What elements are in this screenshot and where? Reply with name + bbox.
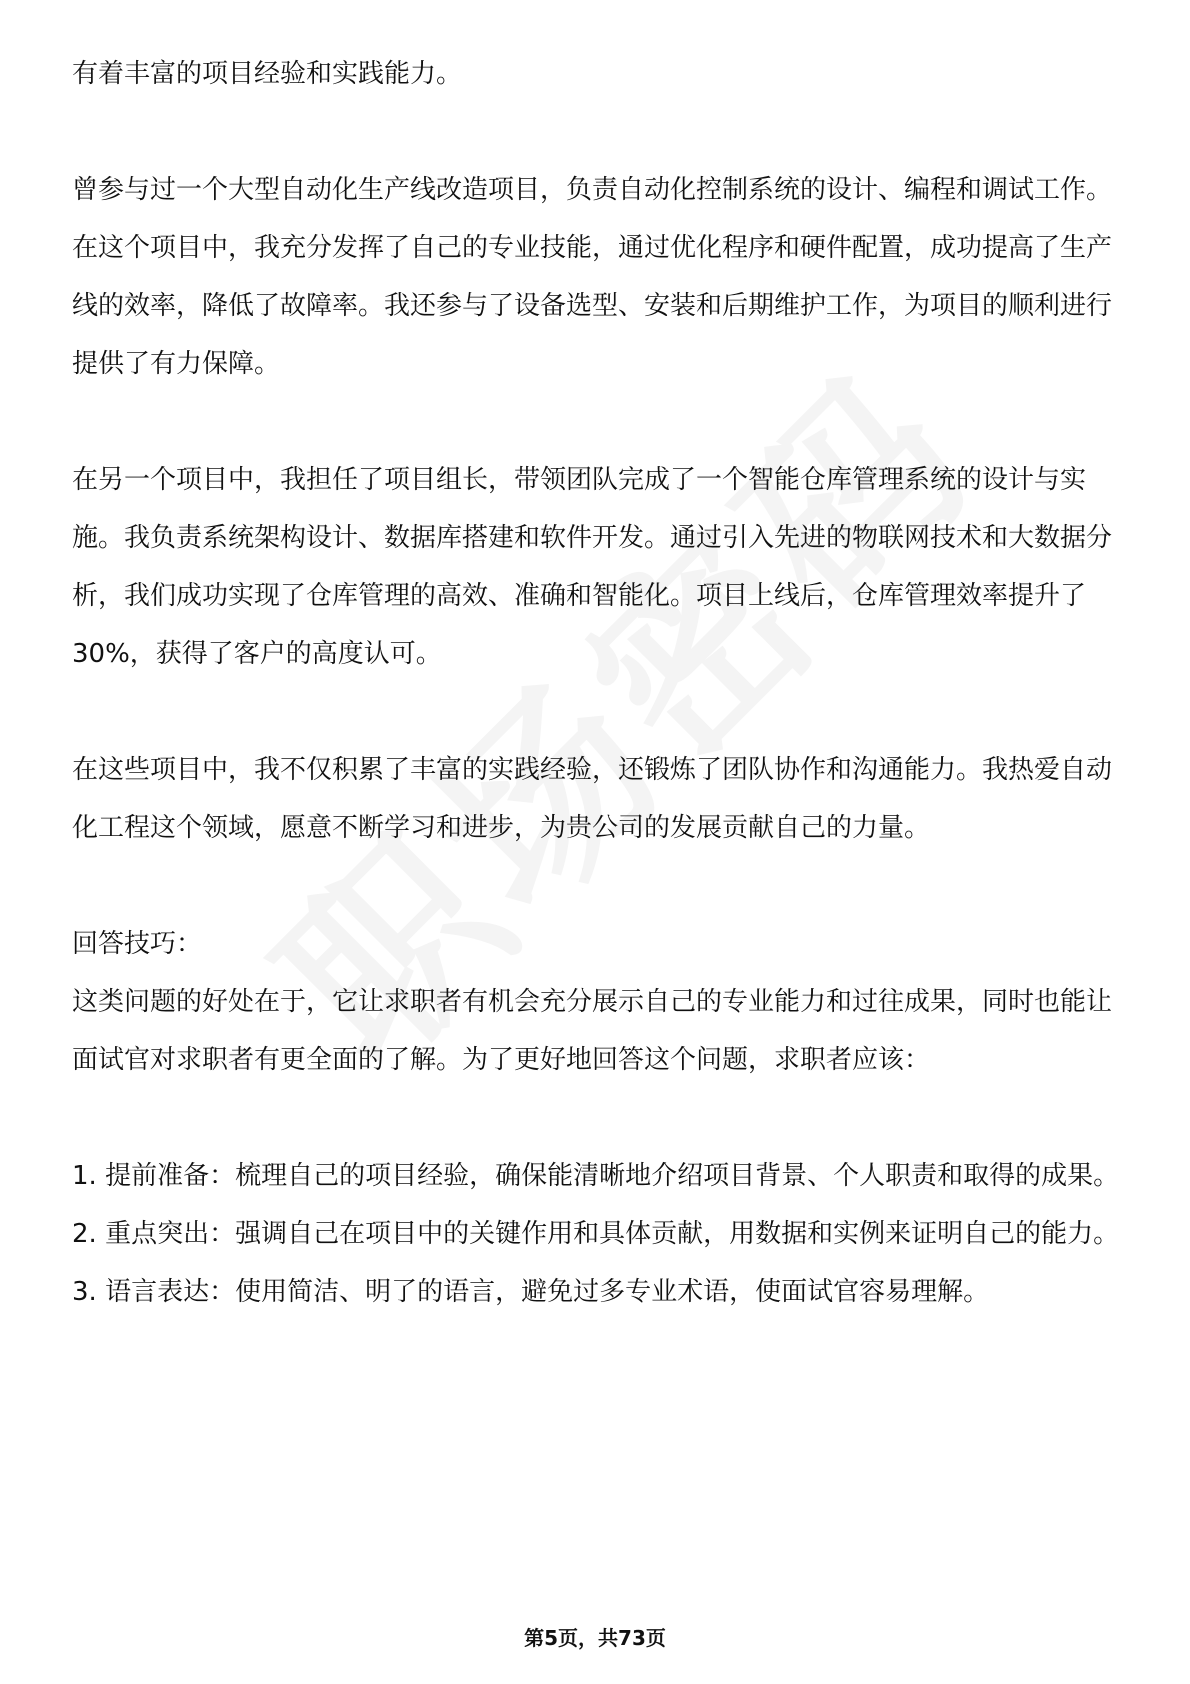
paragraph-continuation: 有着丰富的项目经验和实践能力。: [72, 59, 463, 89]
tip-item-3: 3. 语言表达：使用简洁、明了的语言，避免过多专业术语，使面试官容易理解。: [72, 1277, 990, 1307]
paragraph-gap: [72, 1089, 1122, 1147]
tip-item-1: 1. 提前准备：梳理自己的项目经验，确保能清晰地介绍项目背景、个人职责和取得的成果。: [72, 1161, 1120, 1191]
tips-heading: 回答技巧：: [72, 929, 203, 959]
paragraph-gap: [72, 683, 1122, 741]
page-content: [72, 45, 1122, 1321]
tips-intro: 这类问题的好处在于，它让求职者有机会充分展示自己的专业能力和过往成果，同时也能让面试官对求职者有更全面的了解。为了更好地回答这个问题，求职者应该：: [72, 987, 1113, 1075]
page-number: 第5页，共73页: [524, 1626, 666, 1650]
tip-item-2: 2. 重点突出：强调自己在项目中的关键作用和具体贡献，用数据和实例来证明自己的能力。: [72, 1219, 1120, 1249]
paragraph-gap: [72, 393, 1122, 451]
paragraph-gap: [72, 857, 1122, 915]
paragraph-gap: [72, 103, 1122, 161]
paragraph-warehouse-project: 在另一个项目中，我担任了项目组长，带领团队完成了一个智能仓库管理系统的设计与实施。我负责系统架构设计、数据库搭建和软件开发。通过引入先进的物联网技术和大数据分析，我们成功实现了仓库管理的高效、准确和智能化。项目上线后，仓库管理效率提升了30%，获得了客户的高度认可。: [72, 465, 1113, 669]
paragraph-automation-line-project: 曾参与过一个大型自动化生产线改造项目，负责自动化控制系统的设计、编程和调试工作。在这个项目中，我充分发挥了自己的专业技能，通过优化程序和硬件配置，成功提高了生产线的效率，降低了故障率。我还参与了设备选型、安装和后期维护工作，为项目的顺利进行提供了有力保障。: [72, 175, 1113, 379]
paragraph-summary: 在这些项目中，我不仅积累了丰富的实践经验，还锻炼了团队协作和沟通能力。我热爱自动化工程这个领域，愿意不断学习和进步，为贵公司的发展贡献自己的力量。: [72, 755, 1113, 843]
